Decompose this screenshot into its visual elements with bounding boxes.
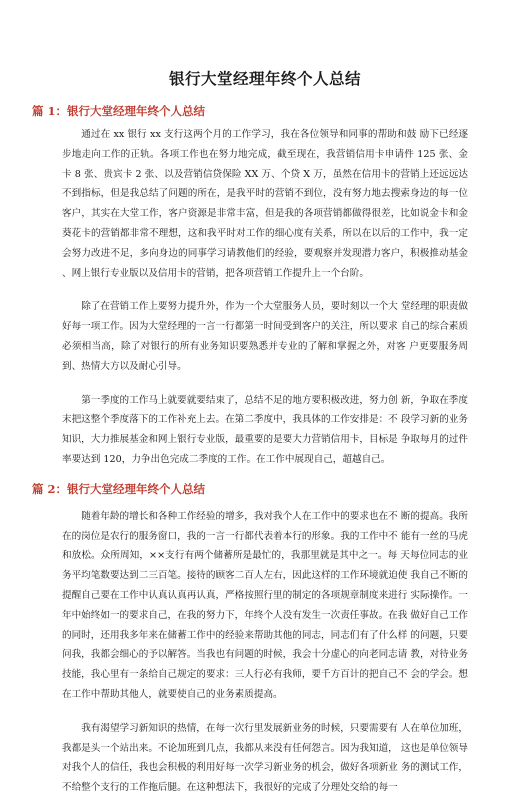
section-1-paragraph-1: 通过在 xx 银行 xx 支行这两个月的工作学习，我在各位领导和同事的帮助和鼓 励下已经逐步地走向工作的正轨。各项工作也在努力地完成，截至现在，我营销信用卡申请件 125 张、金卡 8 张、贵宾卡 2 张、以及营销信贷保险 XX 万、个贷 X 万，虽然在信用卡的营销上还远远达 不到指标，但是我总结了问题的所在，是我平时的营销不到位，没有努力地去搜索身边的每一位 客户，其实在大堂工作，客户资源是非常丰富，但是我的各项营销都做得很差，比如说金卡和金 葵花卡的营销都非常不理想，这和我平时对工作的细心度有关系，所以在以后的工作中，我一定 会努力改进不足，多向身边的同事学习请教他们的经验，要观察并发现潜力客户，积极推动基金 、网上银行专业版以及信用卡的营销，把各项营销工作提升上一个台阶。: [62, 129, 468, 279]
section-1: [32, 103, 468, 470]
section-1-paragraph-3: 第一季度的工作马上就要就要结束了，总结不足的地方要积极改进，努力创 新，争取在季度末把这整个季度落下的工作补充上去。在第二季度中，我具体的工作安排是：不 段学习新的业务知识，大力推展基金和网上银行专业版，最重要的是要大力营销信用卡，目标是 争取每月的过件率要达到 120，力争出色完成二季度的工作。在工作中展现自己，超越自己。: [62, 394, 468, 465]
section-2-paragraph-1: 随着年龄的增长和各种工作经验的增多，我对我个人在工作中的要求也在不 断的提高。我所在的岗位是农行的服务窗口，我的一言一行都代表着本行的形象。我的工作中不 能有一丝的马虎和放松。众所周知，××支行有两个储蓄所是最忙的，我那里就是其中之一。每 天每位同志的业务平均笔数要达到二三百笔。接待的顾客二百人左右，因此这样的工作环境就迫使 我自己不断的提醒自己要在工作中认真认真再认真，严格按照行里的制定的各项规章制度来进行 实际操作。一年中始终如一的要求自己，在我的努力下，年终个人没有发生一次责任事故。在我 做好自己工作的同时，还用我多年来在储蓄工作中的经验来帮助其他的同志，同志们有了什么样 的问题，只要问我，我都会细心的予以解答。当我也有问题的时候，我会十分虚心的向老同志请 教，对待业务技能，我心里有一条给自己规定的要求：三人行必有我师，要千方百计的把自己不 会的学会。想在工作中帮助其他人，就要使自己的业务素质提高。: [62, 510, 468, 700]
section-1-paragraph-2: 除了在营销工作上要努力提升外，作为一个大堂服务人员，要时刻以一个大 堂经理的职责做好每一项工作。因为大堂经理的一言一行都第一时间受到客户的关注，所以要求 自己的综合素质必须相当高，除了对银行的所有业务知识要熟悉并专业的了解和掌握之外，对客 户更要服务周到、热情大方以及耐心引导。: [62, 301, 468, 372]
section-2: [32, 481, 468, 798]
section-1-heading: 篇 1：银行大堂经理年终个人总结: [32, 104, 206, 118]
document-title: 银行大堂经理年终个人总结: [168, 69, 361, 88]
section-2-heading: 篇 2：银行大堂经理年终个人总结: [32, 481, 206, 496]
section-2-paragraph-2: 我有渴望学习新知识的热情，在每一次行里发展新业务的时候，只要需要有 人在单位加班，我都是头一个站出来。不论加班到几点，我都从来没有任何怨言。因为我知道， 这也是单位领导对我个人的信任，我也会积极的利用好每一次学习新业务的机会，做好各项新业 务的测试工作，不给整个支行的工作拖后腿。在这种想法下，我很好的完成了分理处交给的每一: [62, 722, 468, 794]
